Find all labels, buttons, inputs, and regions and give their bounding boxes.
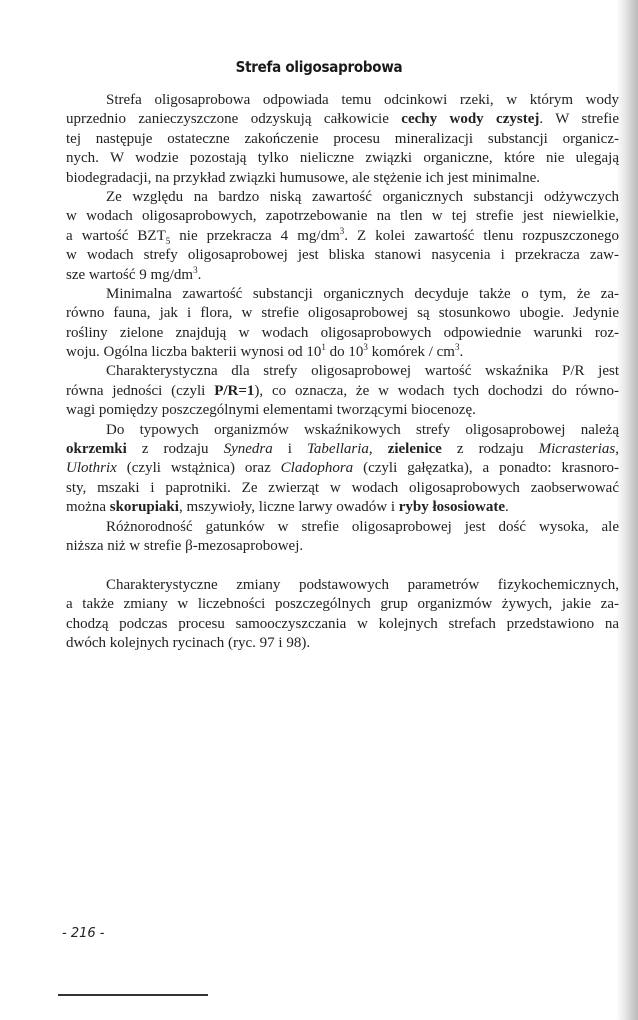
text-segment: a wartość BZT [66, 227, 166, 244]
text-line [66, 382, 619, 401]
text-line [66, 518, 619, 537]
bold-term: zielenice [387, 441, 442, 458]
bold-term: cechy wody czystej [401, 111, 540, 128]
text-segment: nych. W wodzie pozostają tylko nieliczne związki organiczne, które nie ulegają [66, 150, 619, 167]
text-segment: niższa niż w strefie β-mezosaprobowej. [66, 537, 304, 554]
script-text: 1 [321, 342, 326, 353]
text-line [66, 304, 619, 323]
script-text: 5 [165, 235, 171, 246]
text-line [66, 169, 619, 188]
text-segment: Minimalna zawartość substancji organicznych decyduje także o tym, że za- [106, 285, 619, 302]
text-line [66, 440, 619, 459]
script-text: 3 [363, 342, 368, 353]
text-segment: sty, mszaki i paprotniki. Ze zwierząt w wodach oligosaprobowych zaobserwować [66, 479, 619, 496]
text-line [66, 285, 619, 304]
text-segment: w wodach strefy oligosaprobowej jest bliska stanowi nasycenia i przekracza zaw- [66, 247, 619, 264]
italic-term: Ulothrix [66, 460, 117, 477]
text-segment: , mszywioły, liczne larwy owadów i [178, 499, 399, 516]
text-segment: a także zmiany w liczebności poszczególnych grup organizmów żywych, jakie za- [66, 596, 619, 613]
text-segment: . [197, 266, 202, 283]
bold-term: P/R=1 [214, 382, 255, 399]
footer-rule [58, 994, 208, 996]
text-line [66, 343, 619, 362]
text-line [66, 421, 619, 440]
text-segment: . [459, 344, 464, 361]
italic-term: Micrasterias [538, 441, 616, 458]
text-line [66, 324, 619, 343]
text-segment: , [368, 441, 388, 458]
text-segment: Do typowych organizmów wskaźnikowych strefy oligosaprobowej należą [106, 421, 619, 438]
text-segment: do 10 [325, 344, 364, 361]
text-segment: (czyli wstążnica) oraz [116, 460, 281, 477]
bold-term: skorupiaki [109, 499, 179, 516]
text-segment: w wodach oligosaprobowych, zapotrzebowanie na tlen w tej strefie jest niewielkie, [66, 208, 619, 225]
text-segment: woju. Ogólna liczba bakterii wynosi od 10 [66, 344, 322, 361]
text-segment: ), co oznacza, że w wodach tych dochodzi do równo- [254, 382, 620, 399]
text-segment: Charakterystyczna dla strefy oligosaprobowej wartość wskaźnika P/R jest [106, 363, 619, 380]
text-segment: nie przekracza 4 mg/dm [170, 227, 340, 244]
text-segment: można [66, 499, 110, 516]
text-segment: równo fauna, jak i flora, w strefie oligosaprobowej są stosunkowo ubogie. Jedynie [66, 305, 619, 322]
italic-term: Cladophora [280, 460, 354, 477]
text-segment: . Z kolei zawartość tlenu rozpuszczonego [344, 227, 620, 244]
italic-term: Tabellaria [306, 441, 369, 458]
section-title: Strefa oligosaprobowa [235, 58, 403, 76]
page-number: - 216 - [62, 926, 105, 941]
text-line [66, 149, 619, 168]
text-line [66, 110, 619, 129]
text-segment: Różnorodność gatunków w strefie oligosaprobowej jest dość wysoka, ale [106, 518, 619, 535]
text-segment: uprzednio zanieczyszczone odzyskują całkowicie [66, 111, 402, 128]
page-edge-shadow [616, 0, 638, 1020]
text-segment: tej następuje ostateczne zakończenie procesu mineralizacji substancji organicz- [66, 130, 619, 147]
text-line [66, 188, 619, 207]
script-text: 3 [339, 225, 345, 236]
text-segment: rośliny zielone znajdują w wodach oligosaprobowych odpowiednie warunki roz- [66, 324, 619, 341]
text-segment: z rodzaju [441, 441, 539, 458]
text-segment: . [505, 499, 509, 516]
text-line [66, 130, 619, 149]
text-line [66, 266, 619, 285]
text-line [66, 207, 619, 226]
script-text: 3 [193, 264, 198, 275]
text-segment: wagi pomiędzy poszczególnymi elementami tworzącymi biocenozę. [66, 402, 476, 419]
text-line [66, 479, 619, 498]
text-segment: biodegradacji, na przykład związki humusowe, ale stężenie ich jest minimalne. [66, 169, 540, 186]
text-line [66, 498, 619, 517]
text-line [66, 615, 619, 634]
body-text [66, 91, 619, 653]
text-line [66, 537, 619, 556]
text-segment: Strefa oligosaprobowa odpowiada temu odcinkowi rzeki, w którym wody [106, 92, 619, 108]
text-segment: chodzą podczas procesu samooczyszczania w kolejnych strefach przedstawiono na [66, 615, 619, 632]
text-line [66, 634, 619, 653]
script-text: 3 [454, 342, 460, 353]
text-line [66, 595, 619, 614]
text-segment: dwóch kolejnych rycinach (ryc. 97 i 98). [66, 634, 311, 651]
text-line [66, 91, 619, 110]
text-line [66, 401, 619, 420]
text-segment: (czyli gałęzatka), a ponadto: krasnoro- [353, 460, 619, 477]
text-segment: sze wartość 9 mg/dm [66, 266, 194, 283]
text-segment: . W strefie [539, 111, 620, 128]
text-segment: Ze względu na bardzo niską zawartość organicznych substancji odżywczych [106, 188, 619, 205]
text-line [66, 459, 619, 478]
text-line [66, 227, 619, 246]
bold-term: ryby łososiowate [398, 499, 505, 516]
text-segment: z rodzaju [126, 441, 224, 458]
text-line [66, 246, 619, 265]
text-segment: komórek / cm [367, 344, 455, 361]
italic-term: Synedra [223, 441, 273, 458]
text-segment: równa jedności (czyli [66, 382, 215, 399]
bold-term: okrzemki [66, 441, 127, 458]
text-segment: i [272, 441, 307, 458]
text-segment: Charakterystyczne zmiany podstawowych parametrów fizykochemicznych, [106, 576, 619, 593]
text-line [66, 576, 619, 595]
text-line [66, 362, 619, 381]
text-segment: , [615, 441, 619, 458]
